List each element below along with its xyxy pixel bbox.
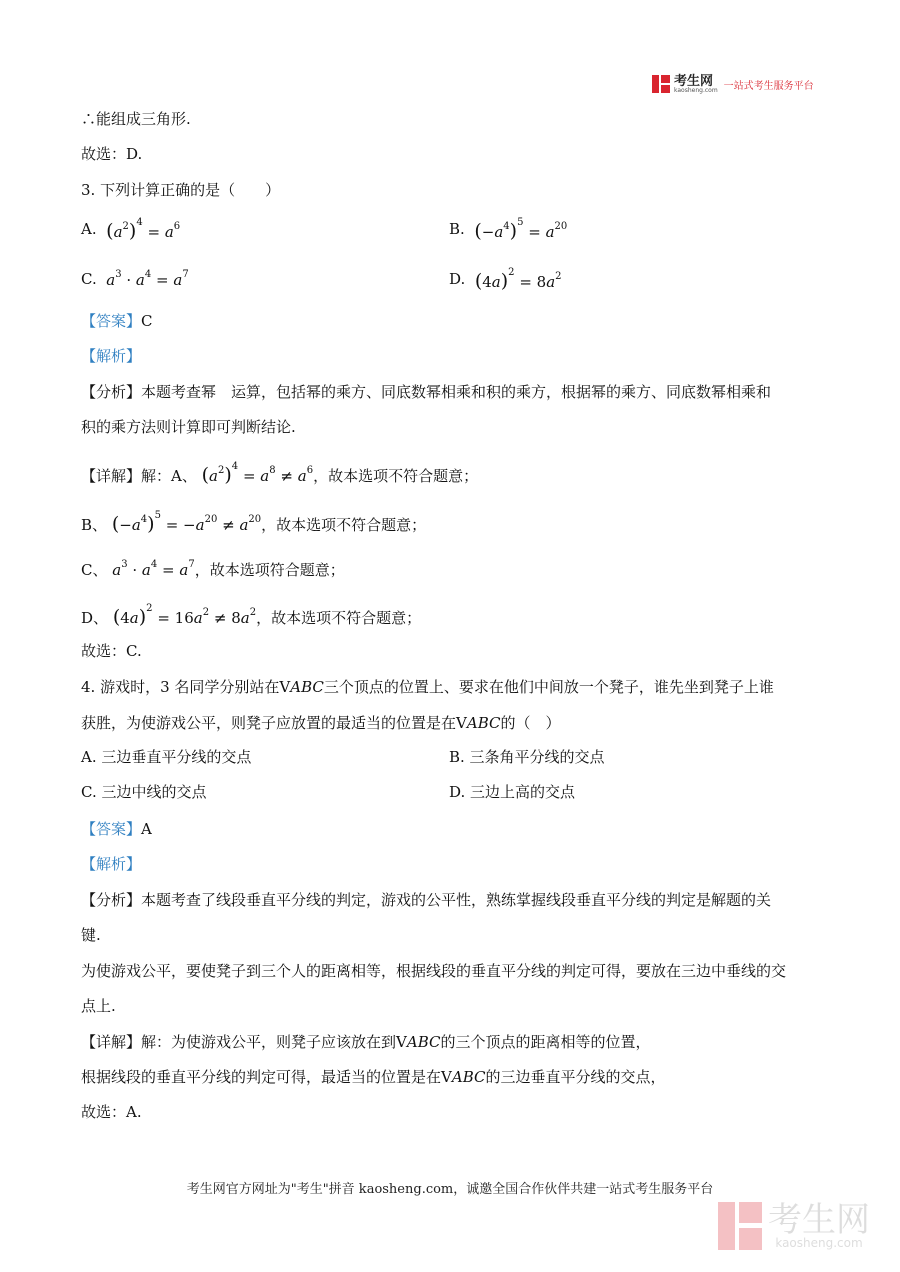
logo-name: 考生网	[674, 73, 714, 89]
page-header	[652, 72, 814, 96]
question-3-options-row-1	[81, 214, 821, 244]
text-line: 键.	[81, 926, 101, 944]
text-line: 点上.	[81, 997, 116, 1015]
text-line: 故选：A.	[81, 1103, 142, 1121]
text-line: 故选：D.	[81, 145, 143, 163]
kaosheng-logo-icon	[652, 75, 670, 93]
solution-3a: 【详解】解：A、 $(a^2)^4 = a^8 \ne a^6$，故本选项不符合题意；	[81, 461, 479, 486]
analysis-4-heading: 【解析】	[81, 855, 142, 873]
answer-4: 【答案】A	[81, 820, 152, 838]
solution-4-line-1: 【详解】解：为使游戏公平，则凳子应该放在到VABC的三个顶点的距离相等的位置，	[81, 1033, 651, 1051]
header-slogan: 一站式考生服务平台	[723, 80, 814, 92]
option-3b: B. $(-a^4)^5 = a^{20}$	[449, 216, 568, 242]
watermark	[718, 1202, 870, 1250]
question-3-stem: 3. 下列计算正确的是（ ）	[81, 181, 281, 199]
solution-3c: C、 $a^3 \cdot a^4 = a^7$，故本选项符合题意；	[81, 559, 345, 579]
solution-3d: D、 $(4a)^2 = 16a^2 \ne 8a^2$，故本选项不符合题意；	[81, 603, 422, 628]
page-footer: 考生网官方网址为"考生"拼音 kaosheng.com，诚邀全国合作伙伴共建一站式考生服务平台	[186, 1182, 714, 1197]
option-4a: A. 三边垂直平分线的交点	[81, 747, 252, 766]
kaosheng-watermark-icon	[718, 1202, 762, 1250]
question-4-options-row-2	[81, 776, 821, 806]
text-line: 为使游戏公平，要使凳子到三个人的距离相等，根据线段的垂直平分线的判定可得，要放在三边中垂线的交	[81, 962, 787, 980]
option-4c: C. 三边中线的交点	[81, 782, 207, 801]
text-line: 【分析】本题考查幂 运算，包括幂的乘方、同底数幂相乘和积的乘方，根据幂的乘方、同底数幂相乘和	[81, 383, 772, 401]
text-line: ∴能组成三角形.	[81, 110, 191, 128]
option-4d: D. 三边上高的交点	[449, 782, 576, 801]
question-4-stem-line-1: 4. 游戏时，3 名同学分别站在VABC三个顶点的位置上、要求在他们中间放一个凳子，谁先坐到凳子上谁	[81, 678, 774, 696]
question-4-stem-line-2: 获胜，为使游戏公平，则凳子应放置的最适当的位置是在VABC的（ ）	[81, 714, 561, 732]
option-3a: A. $(a^2)^4 = a^6$	[81, 216, 181, 242]
watermark-url: kaosheng.com	[775, 1236, 863, 1250]
option-3c: C. $a^3 \cdot a^4 = a^7$	[81, 269, 189, 289]
question-4-options-row-1	[81, 741, 821, 771]
watermark-name: 考生网	[768, 1200, 870, 1240]
question-3-options-row-2	[81, 264, 821, 294]
option-3d: D. $(4a)^2 = 8a^2$	[449, 266, 562, 292]
text-line: 积的乘方法则计算即可判断结论.	[81, 418, 296, 436]
logo-url: kaosheng.com	[674, 86, 718, 94]
text-line: 故选：C.	[81, 642, 142, 660]
text-line: 【分析】本题考查了线段垂直平分线的判定，游戏的公平性，熟练掌握线段垂直平分线的判定是解题的关	[81, 891, 772, 909]
answer-3: 【答案】C	[81, 312, 153, 330]
solution-4-line-2: 根据线段的垂直平分线的判定可得，最适当的位置是在VABC的三边垂直平分线的交点，	[81, 1068, 666, 1086]
analysis-3-heading: 【解析】	[81, 347, 142, 365]
solution-3b: B、 $(-a^4)^5 = -a^{20} \ne a^{20}$，故本选项不符合题意；	[81, 510, 427, 535]
option-4b: B. 三条角平分线的交点	[449, 747, 605, 766]
